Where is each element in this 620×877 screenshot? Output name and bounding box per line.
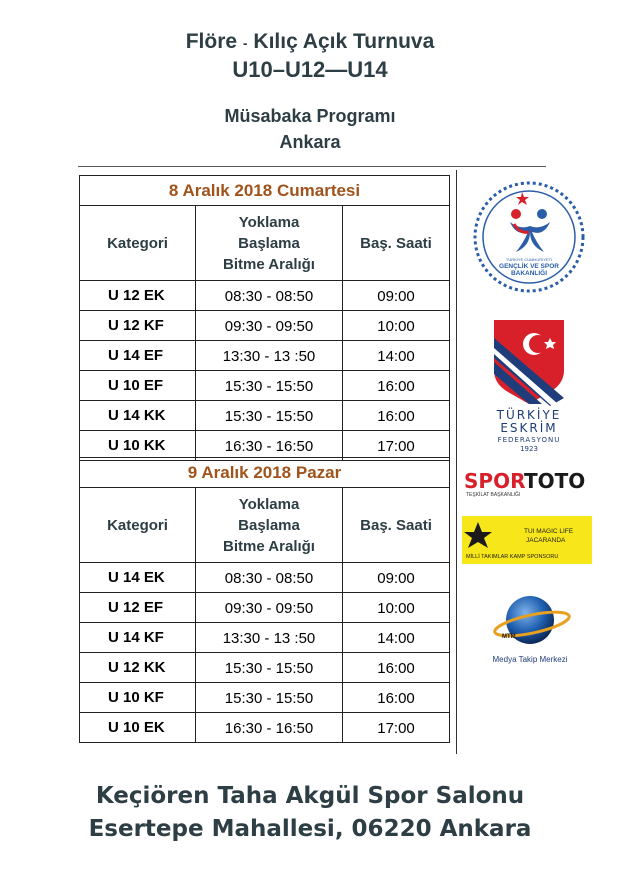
turkish-fencing-federation-logo [470, 318, 588, 458]
row-checkin: 16:30 - 16:50 [196, 431, 343, 461]
gsb-small-text: TÜRKİYE CUMHURİYETİ [505, 257, 553, 262]
row-checkin: 08:30 - 08:50 [196, 281, 343, 311]
column-divider [456, 170, 457, 754]
row-category: U 12 EF [80, 593, 196, 623]
row-category: U 10 KK [80, 431, 196, 461]
svg-text:BAKANLIĞI: BAKANLIĞI [510, 270, 548, 277]
header-divider [78, 166, 546, 167]
table-row [80, 371, 450, 401]
row-category: U 10 KF [80, 683, 196, 713]
row-checkin: 16:30 - 16:50 [196, 713, 343, 743]
row-category: U 14 KK [80, 401, 196, 431]
row-category: U 10 EK [80, 713, 196, 743]
col-header-checkin [196, 206, 343, 281]
checkin-label-line3: Bitme Aralığı [223, 255, 315, 273]
table-row [80, 401, 450, 431]
gsb-text: GENÇLİK VE SPOR [499, 263, 559, 270]
row-start: 09:00 [343, 563, 450, 593]
toto-toto: TOTO [524, 469, 586, 493]
row-checkin: 15:30 - 15:50 [196, 401, 343, 431]
row-start: 09:00 [343, 281, 450, 311]
row-checkin: 15:30 - 15:50 [196, 683, 343, 713]
venue-line2: Esertepe Mahallesi, 06220 Ankara [88, 816, 532, 842]
row-checkin: 09:30 - 09:50 [196, 593, 343, 623]
row-checkin: 09:30 - 09:50 [196, 311, 343, 341]
table-row [80, 341, 450, 371]
ministry-youth-sports-logo [470, 178, 588, 296]
age-groups: U10–U12—U14 [232, 57, 388, 82]
checkin-label-line2: Başlama [238, 516, 300, 534]
row-category: U 12 EK [80, 281, 196, 311]
row-start: 14:00 [343, 341, 450, 371]
table-row [80, 713, 450, 743]
table-row [80, 281, 450, 311]
table-row [80, 593, 450, 623]
checkin-label-line3: Bitme Aralığı [223, 537, 315, 555]
col-header-start: Baş. Saati [343, 488, 450, 563]
row-category: U 12 KK [80, 653, 196, 683]
row-start: 14:00 [343, 623, 450, 653]
table-row [80, 563, 450, 593]
row-start: 16:00 [343, 683, 450, 713]
title-weapon-foil: Flöre [185, 30, 238, 53]
tef-line4: 1923 [520, 445, 538, 453]
mtm-name: Medya Takip Merkezi [492, 655, 568, 664]
tournament-title [0, 30, 620, 54]
checkin-label-line1: Yoklama [238, 213, 300, 231]
row-checkin: 15:30 - 15:50 [196, 653, 343, 683]
row-start: 10:00 [343, 311, 450, 341]
row-checkin: 13:30 - 13 :50 [196, 623, 343, 653]
col-header-category: Kategori [80, 488, 196, 563]
toto-sub: TEŞKİLAT BAŞKANLIĞI [466, 492, 521, 498]
tui-magic-life-logo [462, 516, 592, 564]
row-start: 16:00 [343, 653, 450, 683]
program-heading: Müsabaka Programı [224, 106, 396, 126]
tui-line3: MİLLİ TAKIMLAR KAMP SPONSORU [466, 554, 559, 560]
toto-spor: SPOR [464, 469, 526, 493]
day-title: 8 Aralık 2018 Cumartesi [80, 176, 450, 206]
city-heading: Ankara [279, 132, 341, 152]
table-row [80, 311, 450, 341]
checkin-label-line2: Başlama [238, 234, 300, 252]
row-checkin: 15:30 - 15:50 [196, 371, 343, 401]
row-category: U 12 KF [80, 311, 196, 341]
table-row [80, 653, 450, 683]
row-start: 17:00 [343, 431, 450, 461]
tef-line2: ESKRİM [500, 421, 558, 435]
tui-line1: TUI MAGIC LIFE [524, 528, 574, 535]
spor-toto-logo [462, 466, 590, 498]
table-row [80, 623, 450, 653]
row-checkin: 13:30 - 13 :50 [196, 341, 343, 371]
col-header-checkin [196, 488, 343, 563]
title-weapon-sabre: Kılıç Açık Turnuva [253, 30, 435, 53]
row-category: U 14 KF [80, 623, 196, 653]
checkin-label-line1: Yoklama [238, 495, 300, 513]
schedule-table-day1 [79, 175, 450, 461]
row-start: 16:00 [343, 371, 450, 401]
row-category: U 14 EF [80, 341, 196, 371]
row-start: 10:00 [343, 593, 450, 623]
row-category: U 14 EK [80, 563, 196, 593]
table-row [80, 683, 450, 713]
medya-takip-merkezi-logo [474, 590, 586, 672]
row-start: 17:00 [343, 713, 450, 743]
col-header-start: Baş. Saati [343, 206, 450, 281]
row-checkin: 08:30 - 08:50 [196, 563, 343, 593]
day-title: 9 Aralık 2018 Pazar [80, 458, 450, 488]
table-row [80, 431, 450, 461]
col-header-category: Kategori [80, 206, 196, 281]
tui-line2: JACARANDA [526, 537, 566, 544]
title-dash: - [242, 35, 248, 51]
tef-line3: FEDERASYONU [497, 436, 561, 444]
tef-line1: TÜRKİYE [496, 408, 562, 422]
row-category: U 10 EF [80, 371, 196, 401]
row-start: 16:00 [343, 401, 450, 431]
mtm-abbr: MTM [502, 634, 516, 640]
schedule-table-day2 [79, 457, 450, 743]
venue-line1: Keçiören Taha Akgül Spor Salonu [95, 783, 525, 809]
